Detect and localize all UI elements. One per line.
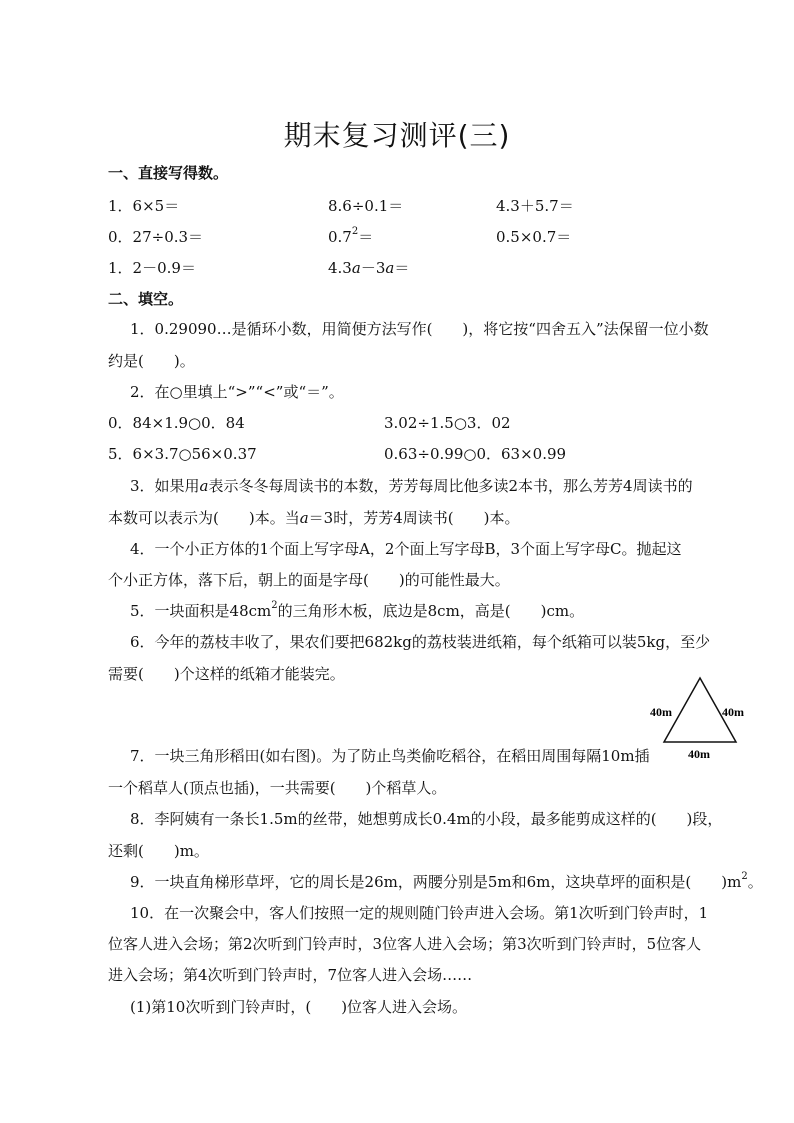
calc-item: 0.5×0.7＝ bbox=[496, 228, 572, 246]
question-6-line1: 6．今年的荔枝丰收了，果农们要把682kg的荔枝装进纸箱，每个纸箱可以装5kg，至少 bbox=[130, 633, 711, 651]
compare-item: 3.02÷1.5○3．02 bbox=[384, 414, 511, 432]
question-7-line1: 7．一块三角形稻田(如右图)。为了防止鸟类偷吃稻谷，在稻田周围每隔10m插 bbox=[130, 747, 650, 765]
question-9-line: 9．一块直角梯形草坪，它的周长是26m，两腰分别是5m和6m，这块草坪的面积是( )$m^2$。 bbox=[130, 871, 763, 891]
question-1-line2: 约是( )。 bbox=[108, 352, 195, 370]
triangle-bottom-label: 40m bbox=[688, 747, 710, 761]
section-heading-2: 二、填空。 bbox=[108, 290, 184, 308]
calc-item: 8.6÷0.1＝ bbox=[328, 197, 404, 215]
question-4-line2: 个小正方体，落下后，朝上的面是字母( )的可能性最大。 bbox=[108, 571, 510, 589]
question-6-line2: 需要( )个这样的纸箱才能装完。 bbox=[108, 665, 345, 683]
question-10-line3: 进入会场；第4次听到门铃声时，7位客人进入会场…… bbox=[108, 966, 473, 984]
triangle-figure bbox=[648, 672, 752, 762]
question-3-line1: 3．如果用a表示冬冬每周读书的本数，芳芳每周比他多读2本书，那么芳芳4周读书的 bbox=[130, 477, 693, 495]
compare-item: 5．6×3.7○56×0.37 bbox=[108, 445, 257, 463]
compare-item: 0．84×1.9○0．84 bbox=[108, 414, 245, 432]
question-1-line1: 1．0.29090…是循环小数，用简便方法写作( )，将它按“四舍五入”法保留一位小数 bbox=[130, 320, 709, 338]
calc-item: 4.3＋5.7＝ bbox=[496, 197, 574, 215]
triangle-right-label: 40m bbox=[722, 705, 744, 719]
question-10-line1: 10．在一次聚会中，客人们按照一定的规则随门铃声进入会场。第1次听到门铃声时，1 bbox=[130, 904, 709, 922]
question-10-line2: 位客人进入会场；第2次听到门铃声时，3位客人进入会场；第3次听到门铃声时，5位客人 bbox=[108, 935, 702, 953]
section-heading-1: 一、直接写得数。 bbox=[108, 164, 229, 182]
calc-item: 1．6×5＝ bbox=[108, 197, 180, 215]
question-8-line1: 8．李阿姨有一条长1.5m的丝带，她想剪成长0.4m的小段，最多能剪成这样的( )段， bbox=[130, 810, 723, 828]
triangle-left-label: 40m bbox=[650, 705, 672, 719]
calc-item-variable: 4.3a－3a＝ bbox=[328, 259, 410, 277]
calc-item-square: $0.7^2=$ bbox=[328, 226, 374, 246]
question-7-line2: 一个稻草人(顶点也插)，一共需要( )个稻草人。 bbox=[108, 779, 447, 797]
page-title: 期末复习测评(三) bbox=[283, 119, 511, 152]
question-10-sub1: (1)第10次听到门铃声时，( )位客人进入会场。 bbox=[130, 998, 468, 1016]
calc-item: 0．27÷0.3＝ bbox=[108, 228, 204, 246]
question-8-line2: 还剩( )m。 bbox=[108, 842, 209, 860]
question-2-line: 2．在○里填上“>”“<”或“＝”。 bbox=[130, 383, 344, 401]
compare-item: 0.63÷0.99○0．63×0.99 bbox=[384, 445, 567, 463]
question-3-line2: 本数可以表示为( )本。当a＝3时，芳芳4周读书( )本。 bbox=[108, 509, 520, 527]
question-5-line: 5．一块面积是$48cm^2$的三角形木板，底边是8cm，高是( )cm。 bbox=[130, 600, 585, 620]
question-4-line1: 4．一个小正方体的1个面上写字母A，2个面上写字母B，3个面上写字母C。抛起这 bbox=[130, 540, 682, 558]
calc-item: 1．2－0.9＝ bbox=[108, 259, 196, 277]
